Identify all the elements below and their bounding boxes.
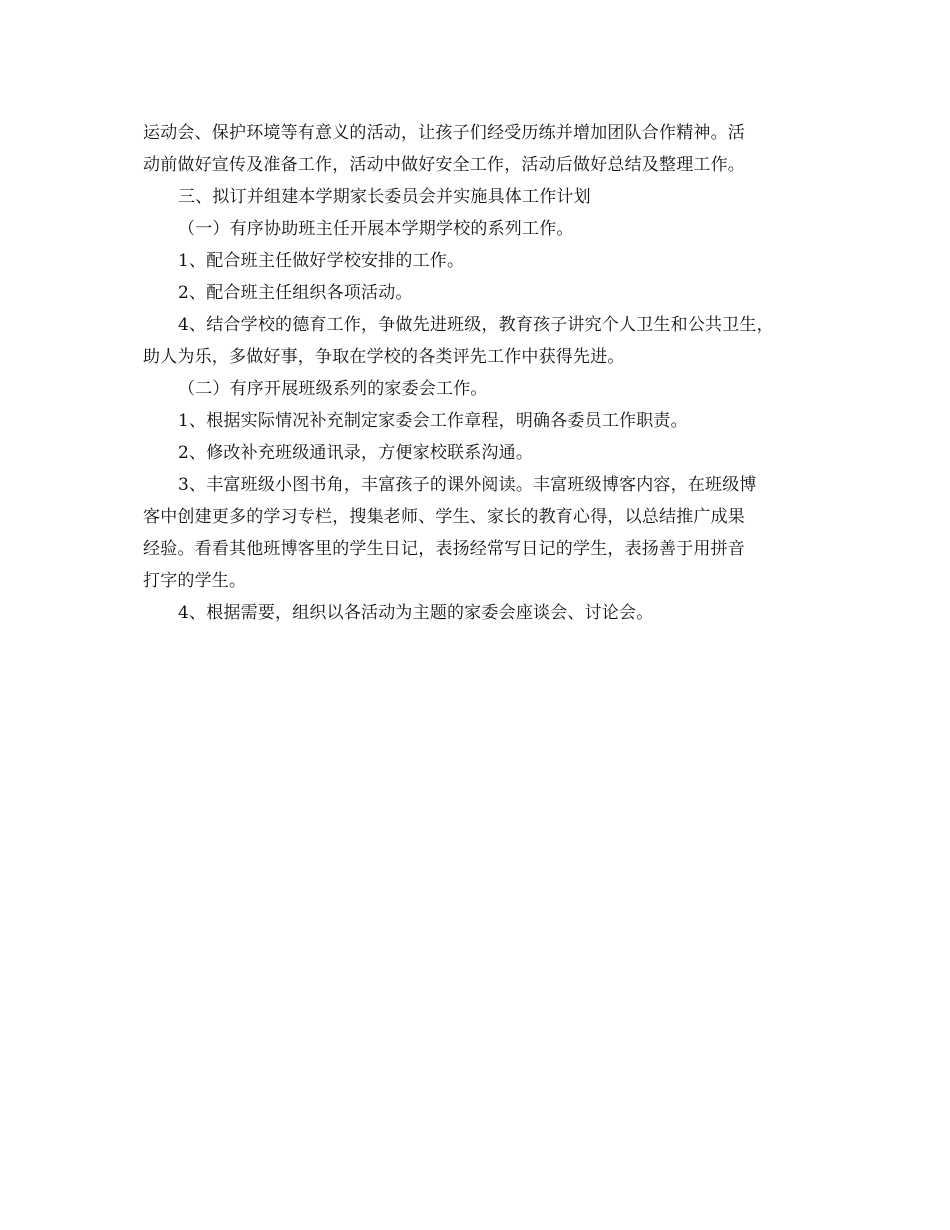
text-line: 客中创建更多的学习专栏，搜集老师、学生、家长的教育心得，以总结推广成果 [143, 507, 745, 527]
text-line: 1、配合班主任做好学校安排的工作。 [178, 251, 465, 271]
text-line: 助人为乐，多做好事，争取在学校的各类评先工作中获得先进。 [143, 347, 625, 367]
text-line: 4、根据需要，组织以各活动为主题的家委会座谈会、讨论会。 [178, 603, 654, 623]
list-item [143, 597, 843, 629]
text-line: 2、修改补充班级通讯录，方便家校联系沟通。 [178, 443, 534, 463]
document-body [143, 117, 843, 629]
subsection-heading-one [143, 213, 843, 245]
text-line: 1、根据实际情况补充制定家委会工作章程，明确各委员工作职责。 [178, 411, 688, 431]
list-item [143, 309, 843, 373]
text-line: （二）有序开展班级系列的家委会工作。 [178, 379, 488, 399]
text-line: 2、配合班主任组织各项活动。 [178, 283, 413, 303]
text-line: 运动会、保护环境等有意义的活动，让孩子们经受历练并增加团队合作精神。活 [143, 123, 745, 143]
text-line: 3、丰富班级小图书角，丰富孩子的课外阅读。丰富班级博客内容，在班级博 [178, 475, 757, 495]
list-item [143, 405, 843, 437]
list-item [143, 277, 843, 309]
list-item [143, 437, 843, 469]
text-line: 动前做好宣传及准备工作，活动中做好安全工作，活动后做好总结及整理工作。 [143, 155, 745, 175]
paragraph-activities-continued [143, 117, 843, 181]
text-line: 三、拟订并组建本学期家长委员会并实施具体工作计划 [178, 187, 591, 207]
subsection-heading-two [143, 373, 843, 405]
text-line: 打字的学生。 [143, 571, 247, 591]
text-line: 4、结合学校的德育工作，争做先进班级，教育孩子讲究个人卫生和公共卫生， [178, 315, 774, 335]
list-item [143, 245, 843, 277]
text-line: 经验。看看其他班博客里的学生日记，表扬经常写日记的学生，表扬善于用拼音 [143, 539, 745, 559]
text-line: （一）有序协助班主任开展本学期学校的系列工作。 [178, 219, 574, 239]
list-item [143, 469, 843, 597]
section-heading-three [143, 181, 843, 213]
